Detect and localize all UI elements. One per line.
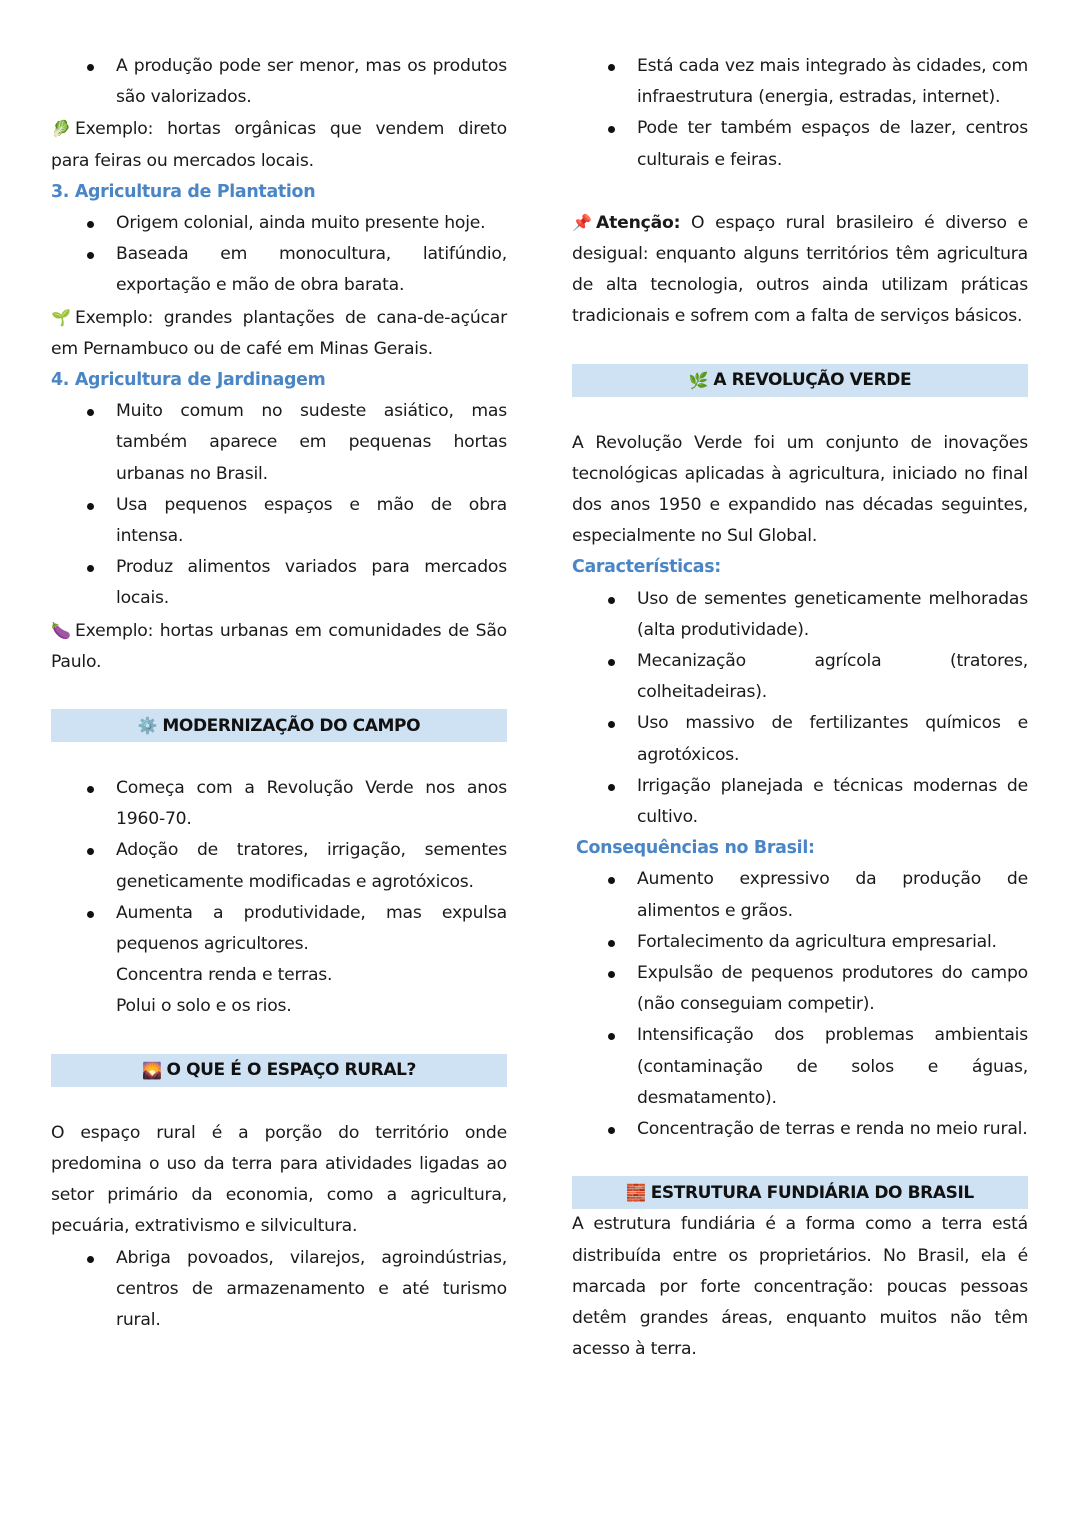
- caracteristicas-heading: Características:: [572, 557, 721, 578]
- section-band-estrutura-fundiaria: [572, 1176, 1028, 1209]
- section-title: A REVOLUÇÃO VERDE: [713, 370, 912, 391]
- gear-icon: ⚙️: [137, 716, 158, 736]
- section-title: ESTRUTURA FUNDIÁRIA DO BRASIL: [650, 1182, 974, 1203]
- section-title: O QUE É O ESPAÇO RURAL?: [166, 1060, 416, 1081]
- seedling-icon: 🌱: [51, 307, 71, 327]
- atencao-paragraph: 📌 Atenção: O espaço rural brasileiro é diverso e desigual: enquanto alguns territórios têm agricultura de alta tecnologia, outros ainda utilizam práticas tradicionais e sofrem com a falta de serviços básicos.: [572, 207, 1028, 333]
- revolucao-paragraph: A Revolução Verde foi um conjunto de inovações tecnológicas aplicadas à agricultura, iniciado no final dos anos 1950 e expandido nas décadas seguintes, especialmente no Sul Global.: [572, 432, 1028, 547]
- section-band-modernizacao: [51, 709, 507, 742]
- atencao-label: Atenção:: [596, 212, 681, 233]
- section-band-revolucao-verde: [572, 364, 1028, 397]
- estrutura-paragraph: A estrutura fundiária é a forma como a terra está distribuída entre os proprietários. No Brasil, ela é marcada por forte concentração: poucas pessoas detêm grandes áreas, enquanto muitos não têm acesso à terra.: [572, 1214, 1028, 1360]
- list-continuation: Polui o solo e os rios.: [116, 996, 292, 1017]
- consequencias-heading: Consequências no Brasil:: [576, 838, 815, 859]
- list-item: Origem colonial, ainda muito presente hoje.: [51, 208, 507, 239]
- sunrise-icon: 🌄: [142, 1060, 162, 1080]
- list-item: Uso de sementes geneticamente melhoradas (alta produtividade).: [572, 584, 1028, 646]
- example-organic: 🥬 Exemplo: hortas orgânicas que vendem direto para feiras ou mercados locais.: [51, 113, 507, 176]
- list-item: A produção pode ser menor, mas os produtos são valorizados.: [51, 51, 507, 113]
- herb-icon: 🌿: [688, 370, 709, 390]
- list-item: Está cada vez mais integrado às cidades, com infraestrutura (energia, estradas, internet).: [572, 51, 1028, 113]
- list-item: Intensificação dos problemas ambientais (contaminação de solos e águas, desmatamento).: [572, 1020, 1028, 1114]
- list-item: Fortalecimento da agricultura empresarial.: [572, 927, 1028, 958]
- list-item: Irrigação planejada e técnicas modernas de cultivo.: [572, 771, 1028, 833]
- list-item: Adoção de tratores, irrigação, sementes geneticamente modificadas e agrotóxicos.: [51, 835, 507, 897]
- list-item: Começa com a Revolução Verde nos anos 1960-70.: [51, 773, 507, 835]
- pushpin-icon: 📌: [572, 212, 592, 232]
- list-item: Mecanização agrícola (tratores, colheitadeiras).: [572, 646, 1028, 708]
- list-item: Expulsão de pequenos produtores do campo (não conseguiam competir).: [572, 958, 1028, 1020]
- section-title: MODERNIZAÇÃO DO CAMPO: [162, 715, 421, 736]
- brick-icon: 🧱: [626, 1183, 646, 1203]
- list-item: Uso massivo de fertilizantes químicos e agrotóxicos.: [572, 708, 1028, 770]
- list-item: Muito comum no sudeste asiático, mas também aparece em pequenas hortas urbanas no Brasil.: [51, 396, 507, 490]
- jardinagem-heading: 4. Agricultura de Jardinagem: [51, 370, 326, 391]
- plantation-heading: 3. Agricultura de Plantation: [51, 181, 316, 202]
- right-column: [572, 51, 1028, 1365]
- list-item: Aumento expressivo da produção de alimentos e grãos.: [572, 864, 1028, 926]
- lettuce-icon: 🥬: [51, 119, 71, 139]
- list-item: Abriga povoados, vilarejos, agroindústrias, centros de armazenamento e até turismo rural.: [51, 1243, 507, 1337]
- list-item: Produz alimentos variados para mercados locais.: [51, 552, 507, 614]
- list-item: Usa pequenos espaços e mão de obra intensa.: [51, 490, 507, 552]
- left-column: [51, 51, 507, 1336]
- example-plantation: 🌱 Exemplo: grandes plantações de cana-de-açúcar em Pernambuco ou de café em Minas Gerais.: [51, 302, 507, 365]
- list-item: Baseada em monocultura, latifúndio, exportação e mão de obra barata.: [51, 239, 507, 301]
- list-item: Concentração de terras e renda no meio rural.: [572, 1114, 1028, 1145]
- example-jardinagem: 🍆 Exemplo: hortas urbanas em comunidades de São Paulo.: [51, 615, 507, 678]
- eggplant-icon: 🍆: [51, 620, 71, 640]
- list-continuation: Concentra renda e terras.: [116, 965, 333, 986]
- section-band-espaco-rural: [51, 1054, 507, 1087]
- list-item: Aumenta a produtividade, mas expulsa pequenos agricultores.: [51, 898, 507, 960]
- list-item: Pode ter também espaços de lazer, centros culturais e feiras.: [572, 113, 1028, 175]
- espaco-rural-paragraph: O espaço rural é a porção do território onde predomina o uso da terra para atividades ligadas ao setor primário da economia, como a agricultura, pecuária, extrativismo e silvicultura.: [51, 1122, 507, 1237]
